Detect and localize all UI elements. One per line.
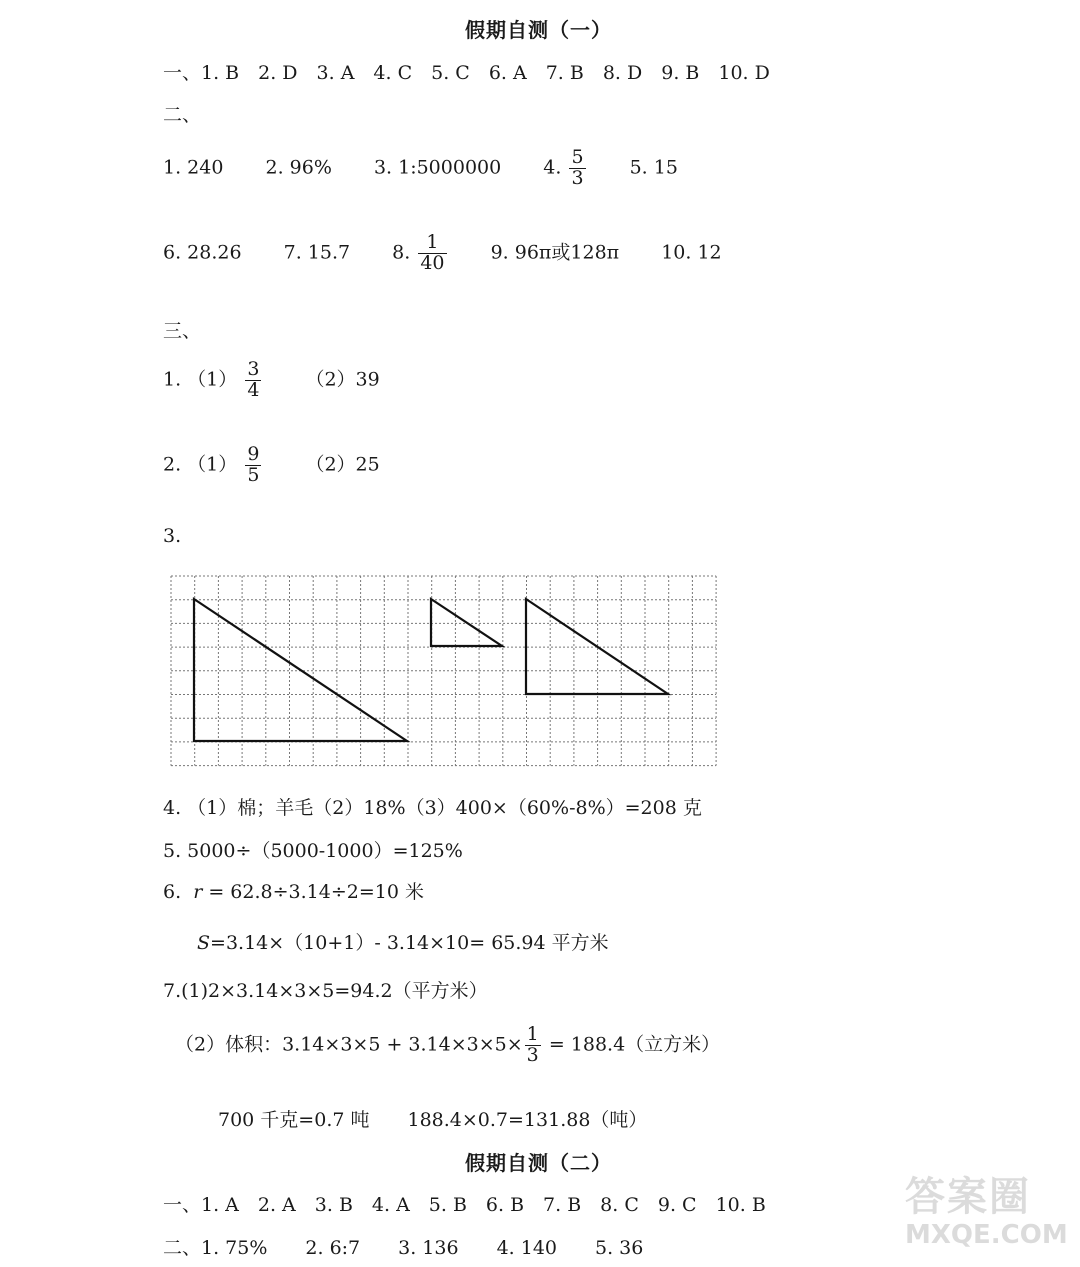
test1-section3-q6b: [197, 928, 609, 955]
test2-section1-answers: 一、1. A 2. A 3. B 4. A 5. B 6. B 7. B 8. C 9. C 10. B: [163, 1194, 766, 1216]
answer-2-8: 8.: [392, 241, 411, 264]
watermark-url: MXQE.COM: [905, 1220, 1068, 1250]
medium-triangle: [526, 599, 668, 694]
test1-section3-q3-label: 3.: [163, 525, 182, 547]
q1-part1: 1. （1）: [163, 368, 238, 391]
fraction-5-3: $\frac{5}{3}$: [571, 146, 584, 189]
answer-2-7: 7. 15.7: [283, 241, 351, 264]
test1-section3-q6a: 6. r = 62.8÷3.14÷2=10 米: [163, 881, 424, 903]
triangle-grid-figure: [170, 575, 720, 767]
area-variable: S: [197, 932, 211, 954]
test1-section3-q7c: 700 千克=0.7 吨 188.4×0.7=131.88（吨）: [218, 1109, 648, 1131]
watermark-text: 答案圈: [905, 1174, 1031, 1220]
volume-eq-part4: = 188.4（立方米）: [548, 1033, 721, 1056]
test2-section2-answers: 二、1. 75% 2. 6:7 3. 136 4. 140 5. 36: [163, 1237, 644, 1259]
test1-title: 假期自测（一）: [465, 18, 612, 42]
watermark-logo: [905, 1175, 1070, 1267]
answer-2-9: 9. 96π或128π: [490, 241, 620, 264]
volume-eq-part1: （2）体积：3.14×3: [175, 1033, 353, 1056]
fraction-1-40: $\frac{1}{40}$: [420, 231, 445, 274]
radius-variable: r: [193, 881, 203, 903]
q2-part2: （2）25: [305, 453, 380, 476]
fraction-3-4: $\frac{3}{4}$: [247, 358, 260, 401]
test1-section3-q7a: 7.(1)2×3.14×3×5=94.2（平方米）: [163, 980, 488, 1002]
large-triangle: [194, 599, 407, 741]
answer-2-1: 1. 240: [163, 156, 224, 179]
test1-section3-q4: 4. （1）棉；羊毛（2）18%（3）400×（60%-8%）=208 克: [163, 797, 702, 819]
answer-2-4: 4.: [543, 156, 562, 179]
fraction-1-3: $\frac{1}{3}$: [526, 1023, 539, 1066]
test1-section2-row2: [163, 233, 722, 274]
test2-title: 假期自测（二）: [465, 1151, 612, 1175]
test1-section3-q2: [163, 445, 380, 486]
area-eq-part3: = 65.94 平方米: [469, 932, 609, 954]
answer-2-6: 6. 28.26: [163, 241, 242, 264]
volume-eq-part3: ×5×: [478, 1033, 523, 1056]
small-triangle: [431, 599, 502, 646]
test1-section3-heading: 三、: [163, 320, 202, 342]
area-eq-part1: =3.14×（10+1）: [210, 932, 375, 954]
test1-section2-heading: 二、: [163, 104, 202, 126]
answer-2-5: 5. 15: [629, 156, 678, 179]
answer-2-2: 2. 96%: [265, 156, 332, 179]
area-eq-part2: - 3.14×10: [374, 932, 470, 954]
test1-section3-q1: [163, 360, 380, 401]
answer-2-10: 10. 12: [661, 241, 722, 264]
test1-section3-q5: 5. 5000÷（5000-1000）=125%: [163, 840, 463, 862]
test1-section3-q7b: [175, 1025, 720, 1066]
volume-eq-part2: ×5 + 3.14×3: [352, 1033, 479, 1056]
test1-section1-answers: 一、1. B 2. D 3. A 4. C 5. C 6. A 7. B 8. D 9. B 10. D: [163, 62, 770, 84]
test1-section2-row1: [163, 148, 678, 189]
q2-part1: 2. （1）: [163, 453, 238, 476]
fraction-9-5: $\frac{9}{5}$: [247, 443, 260, 486]
q1-part2: （2）39: [305, 368, 380, 391]
answer-2-3: 3. 1:5000000: [373, 156, 502, 179]
radius-equation: = 62.8÷3.14÷2=10 米: [202, 881, 424, 903]
